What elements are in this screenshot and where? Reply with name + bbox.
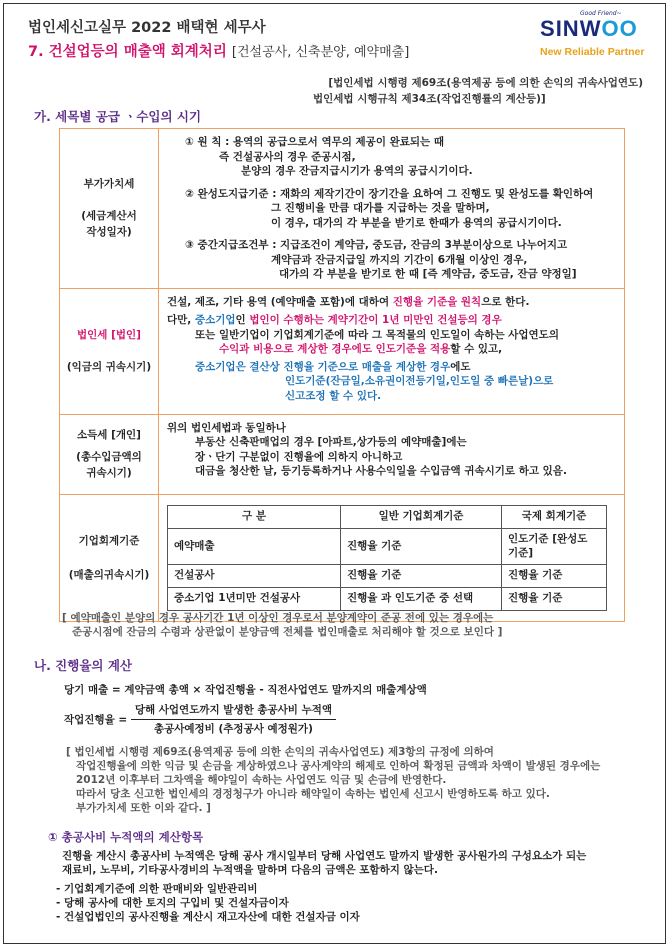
excluded-item-3: - 건설업법인의 공사진행율 계산시 재고자산에 대한 건설자금 이자 xyxy=(56,911,360,923)
table-row: 예약매출 진행율 기준 인도기준 [완성도 기준] xyxy=(168,528,607,564)
sales-formula: 당기 매출 = 계약금액 총액 × 작업진행율 - 직전사업연도 말까지의 매출계상액 xyxy=(64,684,427,696)
document-header-title: 법인세신고실무 2022 배택현 세무사 xyxy=(28,20,266,36)
excluded-item-1: - 기업회계기준에 의한 판매비와 일반관리비 xyxy=(56,883,258,895)
law-reference-2: 법인세법 시행규칙 제34조(작업진행률의 계산등)] xyxy=(313,93,546,105)
table-row: 중소기업 1년미만 건설공사 진행율 과 인도기준 중 선택 진행율 기준 xyxy=(168,587,607,610)
income-tax-label: 소득세 [개인] (총수입금액의 귀속시기) xyxy=(60,414,159,494)
corp-tax-label: 법인세 [법인] (익금의 귀속시기) xyxy=(60,288,159,414)
accounting-standards-table xyxy=(167,505,607,611)
section-title: 7. 건설업등의 매출액 회계처리 [건설공사, 신축분양, 예약매출] xyxy=(28,44,410,60)
excluded-item-2: - 당해 공사에 대한 토지의 구입비 및 건설자금이자 xyxy=(56,897,289,909)
vat-label: 부가가치세 (세금계산서 작성일자) xyxy=(60,129,159,289)
accounting-label: 기업회계기준 (매출의귀속시기) xyxy=(60,494,159,621)
accounting-content xyxy=(159,494,625,621)
cancellation-note-2: 작업진행율에 의한 익금 및 손금을 계상하였으나 공사계약의 해제로 인하여 확정된 금액과 차액이 발생된 경우에는 xyxy=(76,760,601,772)
cancellation-note-3: 2012년 이후부터 그차액을 해야일이 속하는 사업연도 익금 및 손금에 반영한다. xyxy=(76,774,447,786)
corp-tax-content: 건설, 제조, 기타 용역 (예약매출 포함)에 대하여 진행율 기준을 원칙으로 한다. 다만, 중소기업인 법인이 수행하는 계약기간이 1년 미만인 건설등의 경우 또는 일반기업이 기업회계기준에 따라 그 목적물의 인도일이 속하는 사업연도의 수익과 비용으로 계상한 경우에도 인도기준을 적용할 수 있고, 중소기업은 결산상 진행율 기준으로 매출을 계상한 경우에도 인도기준(잔금일,소유권이전등기일,인도일 중 빠른날)으로 신고조정 할 수 있다. xyxy=(159,288,625,414)
section-a-title: 가. 세목별 공급 ㆍ수입의 시기 xyxy=(34,109,202,124)
header-category: 구 분 xyxy=(168,505,341,528)
cost-body-2: 재료비, 노무비, 기타공사경비의 누적액을 말하며 다음의 금액은 포함하지 않는다. xyxy=(62,864,438,876)
cost-body-1: 진행율 계산시 총공사비 누적액은 당해 공사 개시일부터 당해 사업연도 말까지 발생한 공사원가의 구성요소가 되는 xyxy=(62,850,587,862)
cancellation-note-4: 따라서 당초 신고한 법인세의 경정청구가 아니라 해약일이 속하는 법인세 신고시 반영하도록 하고 있다. xyxy=(76,788,550,800)
vat-content: ① 원 칙 : 용역의 공급으로서 역무의 제공이 완료되는 때 즉 건설공사의 경우 준공시점, 분양의 경우 잔금지급시기가 용역의 공급시기이다. ② 완성도지급기준 : 재화의 제작기간이 장기간을 요하여 그 진행도 및 완성도를 확인하여 그 진행비율 만큼 대가를 지급하는 것을 말하며, 이 경우, 대가의 각 부분을 받기로 한때가 용역의 공급시기이다. ③ 중간지급조건부 : 지급조건이 계약금, 중도금, 잔금의 3부분이상으로 나누어지고 계약금과 잔금지급일 까지의 기간이 6개월 이상인 경우, 대가의 각 부분을 받기로 한 때 [즉 계약금, 중도금, 잔금 약정일] xyxy=(159,129,625,289)
header-ifrs: 국제 회계기준 xyxy=(502,505,607,528)
cancellation-note-5: 부가가치세 또한 이와 같다. ] xyxy=(76,802,211,814)
presale-note-2: 준공시점에 잔금의 수령과 상관없이 분양금액 전체를 법인매출로 처리해야 할 것으로 보인다 ] xyxy=(72,626,503,638)
table-row: 건설공사 진행율 기준 진행율 기준 xyxy=(168,564,607,587)
progress-formula: 작업진행율 = $\frac{\text{당해 사업연도까지 발생한 총공사비 누적액}}{\text{총공사예정비 (추정공사 예정원가)}}$ xyxy=(64,703,336,736)
income-tax-content: 위의 법인세법과 동일하나 부동산 신축판매업의 경우 [아파트,상가등의 예약매출]에는 장ㆍ단기 구분없이 진행율에 의하지 아니하고 대금을 청산한 날, 등기등록하거나 사용수익일을 수입금액 귀속시기로 하고 있음. xyxy=(159,414,625,494)
law-reference-1: [법인세법 시행령 제69조(용역제공 등에 의한 손익의 귀속사업연도) xyxy=(328,77,643,89)
cost-items-title: ① 총공사비 누적액의 계산항목 xyxy=(48,830,204,844)
cancellation-note-1: [ 법인세법 시행령 제69조(용역제공 등에 의한 손익의 귀속사업연도) 제3항의 규정에 의하여 xyxy=(66,746,494,758)
presale-note-1: [ 예약매출인 분양의 경우 공사기간 1년 이상인 경우로서 분양계약이 준공 전에 있는 경우에는 xyxy=(62,612,494,624)
sinwoo-logo: Good Friend~ SINWOO New Reliable Partner xyxy=(540,10,645,58)
section-b-title: 나. 진행율의 계산 xyxy=(34,658,132,673)
header-kgaap: 일반 기업회계기준 xyxy=(341,505,502,528)
supply-timing-table xyxy=(59,128,625,622)
